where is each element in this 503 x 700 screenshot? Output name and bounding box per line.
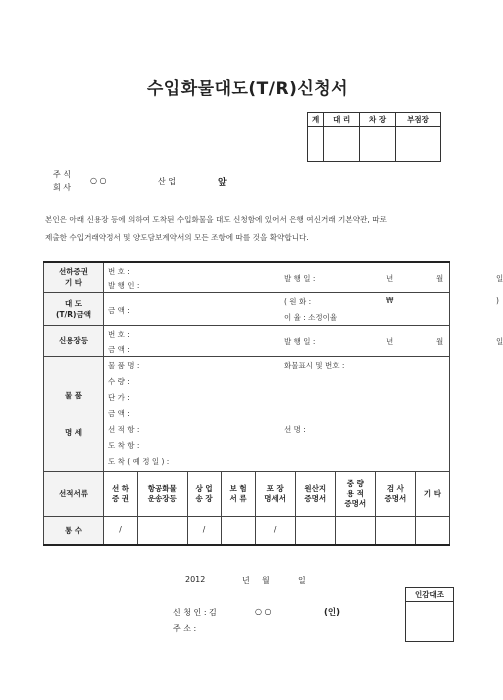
goods-item: 금 액 :: [108, 408, 130, 418]
goods-label-1: 물 품: [64, 390, 83, 400]
goods-vessel: 선 명 :: [284, 424, 306, 434]
count-cell[interactable]: [295, 516, 335, 545]
goods-item: 물 품 명 :: [108, 360, 140, 370]
approval-table: [307, 112, 441, 162]
tr-interest: 이 율 : 소정이율: [284, 312, 338, 322]
applicant-marks: ○ ○: [255, 607, 272, 616]
tr-amount: 금 액 :: [108, 305, 130, 315]
tr-label: [44, 292, 104, 325]
date-day-unit: 일: [298, 576, 306, 585]
count-label: 통 수: [44, 516, 104, 545]
intro-line-2: 제출한 수입거래약정서 및 양도담보계약서의 모든 조항에 따를 것을 확약합니다.: [45, 233, 309, 242]
page-title: 수입화물대도(T/R)신청서: [146, 79, 349, 99]
tr-won: ₩: [386, 295, 394, 305]
docs-header: 보 험 서 류: [221, 471, 255, 516]
docs-header: 검 사 증명서: [375, 471, 415, 516]
bill-month: 월: [436, 274, 444, 283]
docs-header: 중 량 용 적 증명서: [335, 471, 375, 516]
seal-check-label: 인감대조: [406, 588, 454, 602]
date-year: 2012: [185, 575, 206, 584]
bill-label-2: 기 타: [64, 278, 83, 288]
tr-content[interactable]: [104, 292, 499, 325]
approval-header: 부점장: [395, 113, 440, 127]
docs-header: 포 장 명세서: [255, 471, 295, 516]
company-label-bottom: 회 사: [53, 183, 71, 192]
tr-original: ( 원 화 :: [284, 296, 312, 306]
lc-amount: 금 액 :: [108, 344, 130, 354]
count-cell[interactable]: /: [187, 516, 221, 545]
bill-label: [44, 262, 104, 292]
bill-label-1: 선하증권: [59, 267, 88, 277]
count-cell[interactable]: [335, 516, 375, 545]
lc-content[interactable]: [104, 325, 503, 356]
date-month-unit: 월: [262, 576, 270, 585]
company-label-top: 주 식: [53, 170, 71, 179]
count-cell[interactable]: [415, 516, 449, 545]
goods-item: 단 가 :: [108, 392, 130, 402]
docs-header: 항공화물 운송장등: [138, 471, 188, 516]
bill-day: 일: [496, 274, 503, 283]
approval-header: 대 리: [324, 113, 360, 127]
approval-header: 계: [308, 113, 324, 127]
approval-sign-cell[interactable]: [395, 127, 440, 162]
goods-content[interactable]: [104, 356, 450, 471]
bill-number: 번 호 :: [108, 267, 130, 276]
goods-item: 도 착 항 :: [108, 440, 140, 450]
lc-day: 일: [496, 336, 503, 346]
docs-header: 기 타: [415, 471, 449, 516]
docs-header: 원산지 증명서: [295, 471, 335, 516]
seal-check-table: [405, 587, 454, 642]
bill-year: 년: [386, 274, 394, 283]
count-cell[interactable]: /: [255, 516, 295, 545]
docs-header: 선 하 증 권: [104, 471, 138, 516]
goods-marks: 화물표시 및 번호 :: [284, 360, 345, 370]
count-cell[interactable]: [221, 516, 255, 545]
tr-close: ): [496, 295, 499, 305]
count-cell[interactable]: [375, 516, 415, 545]
tr-label-2: (T/R)금액: [56, 309, 91, 319]
bill-content[interactable]: [104, 262, 503, 292]
goods-label: [44, 356, 104, 471]
docs-header: 상 업 송 장: [187, 471, 221, 516]
seal-check-cell[interactable]: [406, 602, 454, 642]
intro-line-1: 본인은 아래 신용장 등에 의하여 도착된 수입화물을 대도 신청함에 있어서 은행 여신거래 기본약관, 따로: [45, 215, 387, 224]
approval-sign-cell[interactable]: [324, 127, 360, 162]
lc-month: 월: [436, 336, 444, 346]
bill-issue-date: 발 행 일 :: [284, 274, 316, 283]
application-table: [43, 261, 503, 546]
company-industry: 산 업: [158, 177, 176, 186]
approval-sign-cell[interactable]: [360, 127, 396, 162]
approval-sign-cell[interactable]: [308, 127, 324, 162]
count-cell[interactable]: [138, 516, 188, 545]
goods-item: 선 적 항 :: [108, 424, 140, 434]
tr-label-1: 대 도: [64, 298, 83, 308]
lc-issue-date: 발 행 일 :: [284, 336, 316, 346]
approval-header: 차 장: [360, 113, 396, 127]
date-year-unit: 년: [242, 576, 250, 585]
docs-label: 선적서류: [44, 471, 104, 516]
applicant-seal: (인): [324, 608, 340, 618]
goods-label-2: 명 세: [64, 427, 83, 437]
address-label: 주 소 :: [173, 624, 197, 633]
lc-number: 번 호 :: [108, 329, 130, 339]
company-suffix: 앞: [218, 178, 227, 188]
applicant-label: 신 청 인 : 김: [173, 608, 217, 617]
company-name-marks: ○ ○: [90, 176, 107, 185]
goods-item: 수 량 :: [108, 376, 130, 386]
lc-label: 신용장등: [44, 325, 104, 356]
bill-issuer: 발 행 인 :: [108, 281, 140, 290]
lc-year: 년: [386, 336, 394, 346]
goods-item: 도 착 ( 예 정 일 ) :: [108, 456, 170, 466]
count-cell[interactable]: /: [104, 516, 138, 545]
